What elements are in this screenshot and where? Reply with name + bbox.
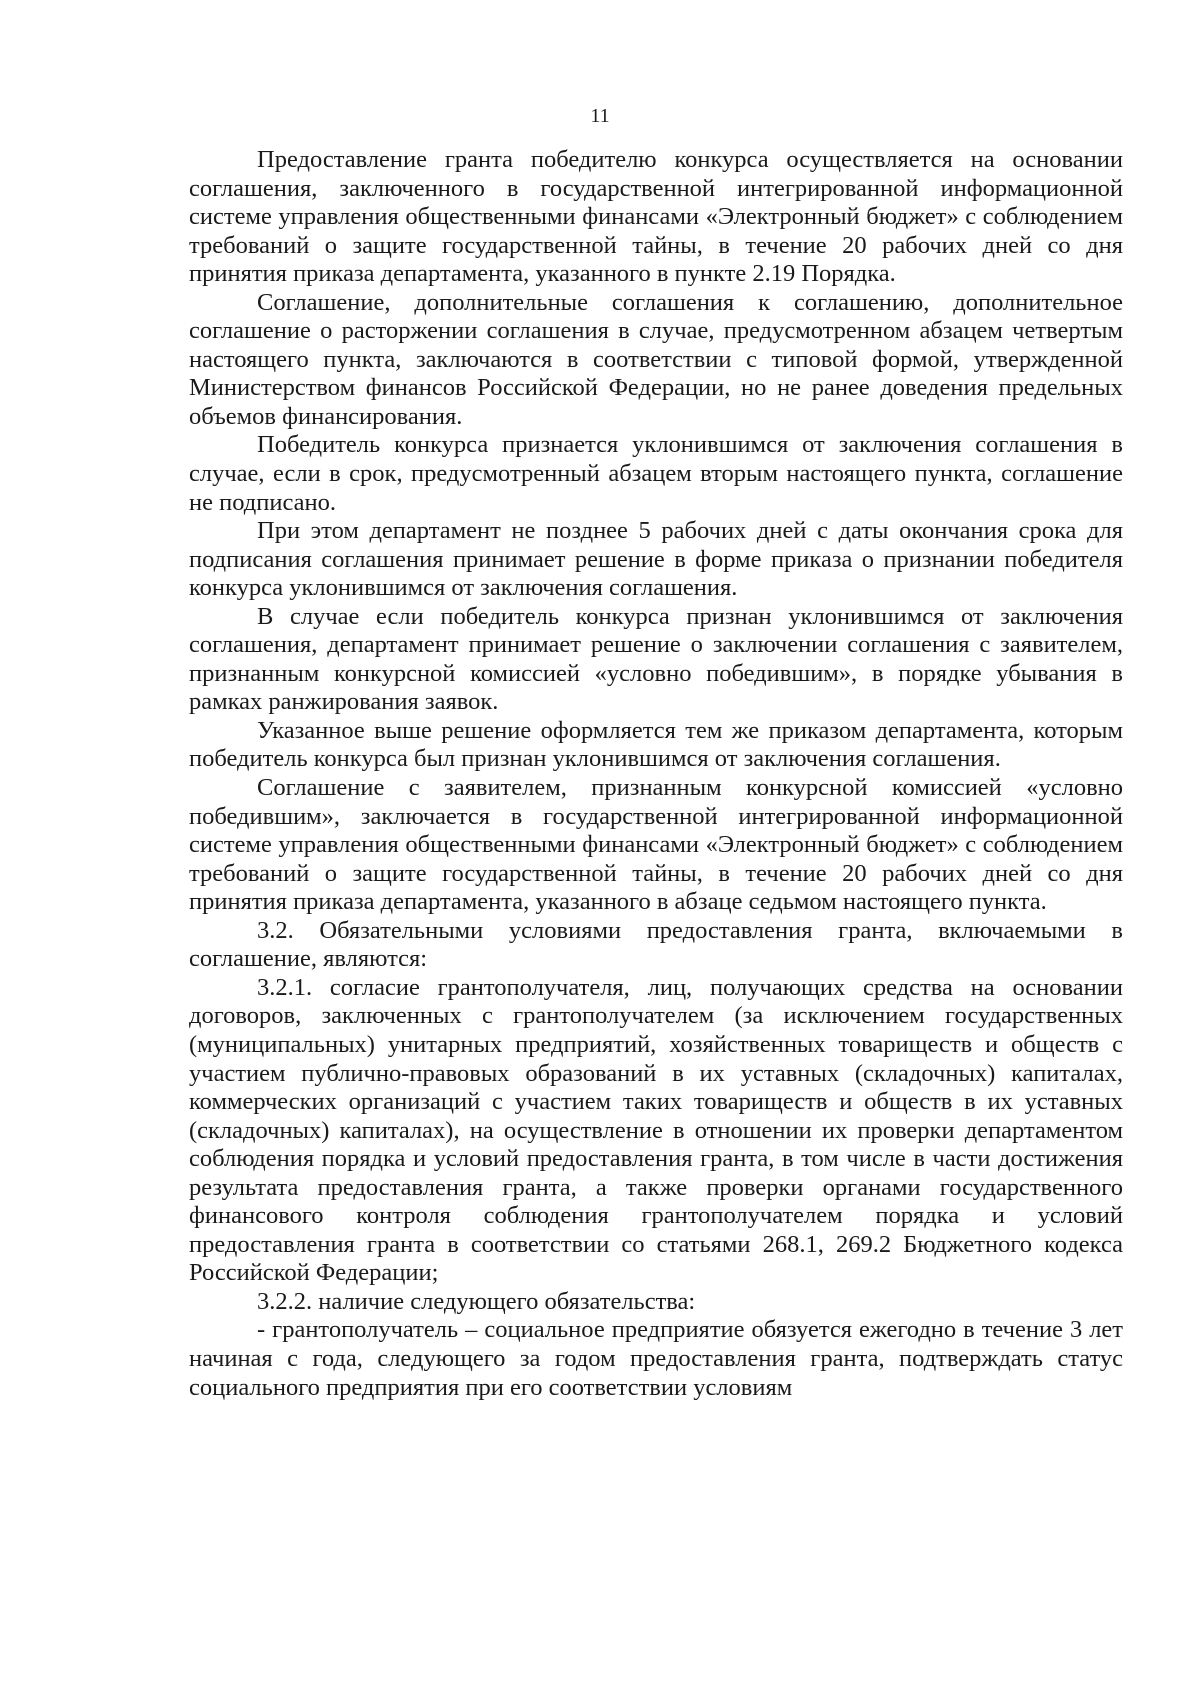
paragraph-winner-evasion: Победитель конкурса признается уклонившимся от заключения соглашения в случае, если в срок, предусмотренный абзацем вторым настоящего пункта, соглашение не подписано. bbox=[189, 431, 1123, 516]
paragraph-conditional-winner: В случае если победитель конкурса признан уклонившимся от заключения соглашения, департамент принимает решение о заключении соглашения с заявителем, признанным конкурсной комиссией «условно победившим», в порядке убывания в рамках ранжирования заявок. bbox=[189, 602, 1123, 716]
paragraph-grant-agreement: Предоставление гранта победителю конкурса осуществляется на основании соглашения, заключенного в государственной интегрированной информационной системе управления общественными финансами «Электронный бюджет» с соблюдением требований о защите государственной тайны, в течение 20 рабочих дней со дня принятия приказа департамента, указанного в пункте 2.19 Порядка. bbox=[189, 146, 1123, 288]
paragraph-section-3-2-1: 3.2.1. согласие грантополучателя, лиц, получающих средства на основании договоров, заключенных с грантополучателем (за исключением государственных (муниципальных) унитарных предприятий, хозяйственных товариществ и обществ с участием публично-правовых образований в их уставных (складочных) капиталах, коммерческих организаций с участием таких товариществ и обществ в их уставных (складочных) капиталах), на осуществление в отношении их проверки департаментом соблюдения порядка и условий предоставления гранта, в том числе в части достижения результата предоставления гранта, а также проверки органами государственного финансового контроля соблюдения грантополучателем порядка и условий предоставления гранта в соответствии со статьями 268.1, 269.2 Бюджетного кодекса Российской Федерации; bbox=[189, 973, 1123, 1287]
paragraph-department-decision: При этом департамент не позднее 5 рабочих дней с даты окончания срока для подписания соглашения принимает решение в форме приказа о признании победителя конкурса уклонившимся от заключения соглашения. bbox=[189, 517, 1123, 602]
paragraph-obligation-item: - грантополучатель – социальное предприятие обязуется ежегодно в течение 3 лет начиная с года, следующего за годом предоставления гранта, подтверждать статус социального предприятия при его соответствии условиям bbox=[189, 1316, 1123, 1401]
paragraph-decision-order: Указанное выше решение оформляется тем же приказом департамента, которым победитель конкурса был признан уклонившимся от заключения соглашения. bbox=[189, 716, 1123, 773]
page-number: 11 bbox=[590, 105, 610, 127]
paragraph-section-3-2: 3.2. Обязательными условиями предоставления гранта, включаемыми в соглашение, являются: bbox=[189, 916, 1123, 973]
document-body bbox=[189, 146, 1123, 1402]
paragraph-agreement-form: Соглашение, дополнительные соглашения к соглашению, дополнительное соглашение о расторжении соглашения в случае, предусмотренном абзацем четвертым настоящего пункта, заключаются в соответствии с типовой формой, утвержденной Министерством финансов Российской Федерации, но не ранее доведения предельных объемов финансирования. bbox=[189, 288, 1123, 430]
paragraph-section-3-2-2: 3.2.2. наличие следующего обязательства: bbox=[257, 1287, 696, 1315]
paragraph-agreement-with-applicant: Соглашение с заявителем, признанным конкурсной комиссией «условно победившим», заключается в государственной интегрированной информационной системе управления общественными финансами «Электронный бюджет» с соблюдением требований о защите государственной тайны, в течение 20 рабочих дней со дня принятия приказа департамента, указанного в абзаце седьмом настоящего пункта. bbox=[189, 774, 1123, 916]
